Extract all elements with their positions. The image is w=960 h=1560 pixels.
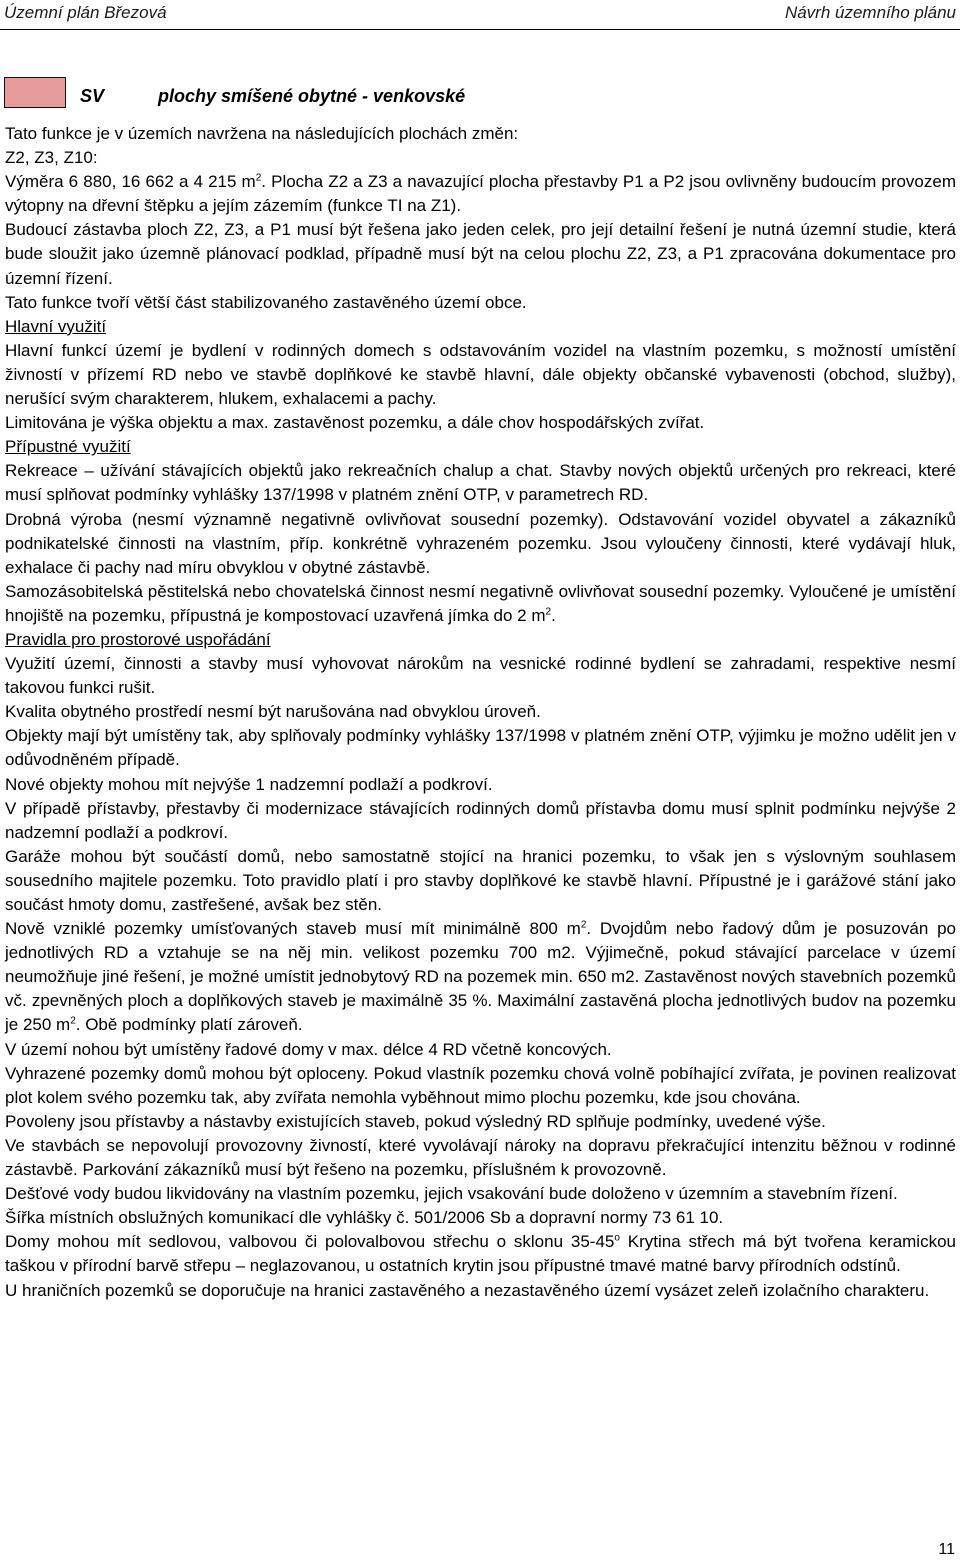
- page-number: 11: [938, 1541, 955, 1558]
- paragraph: Vyhrazené pozemky domů mohou být oploceny. Pokud vlastník pozemku chová volně pobíhající zvířata, je povinen realizovat plot kolem svého pozemku tak, aby zvířata nemohla vyběhnout mimo plochu pozemku, kde jsou chována.: [5, 1063, 956, 1107]
- paragraph: Limitována je výška objektu a max. zastavěnost pozemku, a dále chov hospodářských zvířat.: [5, 413, 705, 433]
- paragraph: Garáže mohou být součástí domů, nebo samostatně stojící na hranici pozemku, to však jen s výslovným souhlasem sousedního majitele pozemku. Toto pravidlo platí i pro stavby doplňkové ke stavbě hlavní. Přípustné je i garážové stání jako součást hmoty domu, zastřešené, avšak bez stěn.: [5, 846, 956, 914]
- paragraph: Dešťové vody budou likvidovány na vlastním pozemku, jejich vsakování bude doloženo v územním a stavebním řízení.: [5, 1184, 898, 1204]
- paragraph: U hraničních pozemků se doporučuje na hranici zastavěného a nezastavěného území vysázet zeleň izolačního charakteru.: [5, 1280, 930, 1300]
- paragraph: Tato funkce tvoří větší část stabilizovaného zastavěného území obce.: [5, 292, 527, 312]
- paragraph: Nově vzniklé pozemky umísťovaných staveb musí mít minimálně 800 $m^2$. Dvojdům nebo řadový dům je posuzován po jednotlivých RD a vztahuje se na něj min. velikost pozemku 700 m2. Výjimečně, pokud stávající parcelace v území neumožňuje jiné řešení, je možné umístit jednobytový RD na pozemek min. 650 m2. Zastavěnost nových stavebních pozemků vč. zpevněných ploch a doplňkových staveb je maximálně 35 %. Maximální zastavěná plocha jednotlivých budov na pozemku je 250 $m^2$. Obě podmínky platí zároveň.: [5, 919, 956, 1035]
- paragraph: Výměra 6 880, 16 662 a 4 215 $m^2$. Plocha Z2 a Z3 a navazující plocha přestavby P1 a P2 jsou ovlivněny budoucím provozem výtopny na dřevní štěpku a jejím zázemím (funkce TI na Z1).: [5, 172, 956, 216]
- paragraph: Nové objekty mohou mít nejvýše 1 nadzemní podlaží a podkroví.: [5, 774, 493, 794]
- paragraph: Objekty mají být umístěny tak, aby splňovaly podmínky vyhlášky 137/1998 v platném znění OTP, výjimku je možno udělit jen v odůvodněném případě.: [5, 726, 956, 770]
- paragraph: V území nohou být umístěny řadové domy v max. délce 4 RD včetně koncových.: [5, 1039, 612, 1059]
- function-title: plochy smíšené obytné - venkovské: [158, 86, 466, 106]
- paragraph: V případě přístavby, přestavby či modernizace stávajících rodinných domů přístavba domu musí splnit podmínku nejvýše 2 nadzemní podlaží a podkroví.: [5, 798, 956, 842]
- paragraph: Domy mohou mít sedlovou, valbovou či polovalbovou střechu o sklonu 35-45$^o$ Krytina střech má být tvořena keramickou taškou v přírodní barvě střepu – neglazovanou, u ostatních krytin jsou přípustné tmavé matné barvy přírodních odstínů.: [5, 1232, 956, 1276]
- paragraph: Tato funkce je v územích navržena na následujících plochách změn:: [5, 124, 519, 143]
- paragraph: Rekreace – užívání stávajících objektů jako rekreačních chalup a chat. Stavby nových objektů určených pro rekreaci, které musí splňovat podmínky vyhlášky 137/1998 v platném znění OTP, v parametrech RD.: [5, 461, 956, 505]
- paragraph: Hlavní funkcí území je bydlení v rodinných domech s odstavováním vozidel na vlastním pozemku, s možností umístění živností v přízemí RD nebo ve stavbě doplňkové ke stavbě hlavní, dále objekty občanské vybavenosti (obchod, služby), nerušící svým charakterem, hlukem, exhalacemi a pachy.: [5, 340, 956, 409]
- paragraph: Kvalita obytného prostředí nesmí být narušována nad obvyklou úroveň.: [5, 702, 541, 722]
- section-heading: Hlavní využití: [5, 316, 107, 336]
- paragraph: Z2, Z3, Z10:: [5, 148, 98, 168]
- paragraph: Využití území, činnosti a stavby musí vyhovovat nárokům na vesnické rodinné bydlení se zahradami, respektive nesmí takovou funkci rušit.: [5, 654, 956, 698]
- header-document-subtitle: Návrh územního plánu: [784, 3, 956, 22]
- section-heading: Pravidla pro prostorové uspořádání: [5, 629, 271, 649]
- paragraph: Povoleny jsou přístavby a nástavby existujících staveb, pokud výsledný RD splňuje podmínky, uvedené výše.: [5, 1111, 826, 1131]
- header-document-title: Územní plán Březová: [4, 3, 167, 22]
- section-heading: Přípustné využití: [5, 437, 131, 457]
- paragraph: Drobná výroba (nesmí významně negativně ovlivňovat sousední pozemky). Odstavování vozidel obyvatel a zákazníků podnikatelské činnosti na vlastním, příp. konkrétně vyhrazeném pozemku. Jsou vyloučeny činnosti, které vydávají hluk, exhalace či pachy nad míru obvyklou v obytné zástavbě.: [5, 509, 956, 577]
- paragraph: Šířka místních obslužných komunikací dle vyhlášky č. 501/2006 Sb a dopravní normy 73 61 10.: [5, 1208, 724, 1228]
- paragraph: Samozásobitelská pěstitelská nebo chovatelská činnost nesmí negativně ovlivňovat sousední pozemky. Vyloučené je umístění hnojiště na pozemku, přípustná je kompostovací uzavřená jímka do 2 $m^2$.: [5, 581, 956, 625]
- function-code: SV: [80, 86, 105, 106]
- header-divider: [0, 29, 960, 30]
- paragraph: Budoucí zástavba ploch Z2, Z3, a P1 musí být řešena jako jeden celek, pro její detailní řešení je nutná územní studie, která bude sloužit jako územně plánovací podklad, případně musí být na celou plochu Z2, Z3, a P1 zpracována dokumentace pro územní řízení.: [5, 220, 956, 288]
- document-body: [5, 122, 956, 1303]
- paragraph: Ve stavbách se nepovolují provozovny živností, které vyvolávají nároky na dopravu překračující intenzitu běžnou v rodinné zástavbě. Parkování zákazníků musí být řešeno na pozemku, příslušném k provozovně.: [5, 1135, 956, 1180]
- function-color-swatch: [4, 77, 66, 108]
